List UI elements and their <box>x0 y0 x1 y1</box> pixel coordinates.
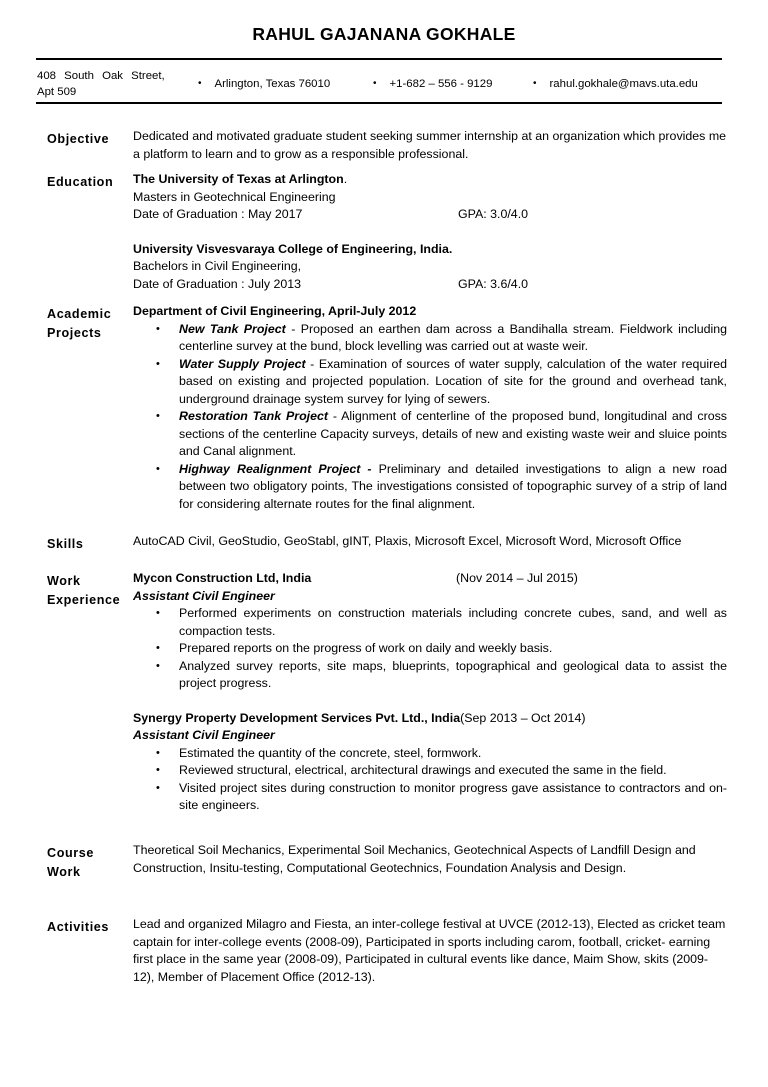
bullet-icon: • <box>156 322 160 335</box>
header-divider-bottom <box>36 102 722 104</box>
school-name: The University of Texas at Arlington <box>133 172 344 186</box>
bullet-icon: • <box>156 746 160 759</box>
education-entry <box>133 241 727 294</box>
project-title: New Tank Project <box>179 321 286 336</box>
header-divider-top <box>36 58 722 60</box>
list-item <box>133 745 727 763</box>
bullet-icon: • <box>156 659 160 672</box>
list-item <box>133 408 727 461</box>
address-line-1: 408 South Oak Street, <box>37 70 165 82</box>
degree: Masters in Geotechnical Engineering <box>133 189 336 204</box>
gpa: GPA: 3.6/4.0 <box>458 276 529 291</box>
email-text[interactable]: rahul.gokhale@mavs.uta.edu <box>549 78 698 90</box>
work-label <box>47 572 120 610</box>
activities-label: Activities <box>47 920 109 934</box>
bullet-icon: • <box>156 462 160 475</box>
bullet-icon: • <box>373 78 377 89</box>
coursework-text: Theoretical Soil Mechanics, Experimental Soil Mechanics, Geotechnical Aspects of Landfill Design and Construction, Insitu-testing, Computational Geotechnics, Foundation Analysis and Design. <box>133 843 696 875</box>
list-item <box>133 321 727 356</box>
objective-text: Dedicated and motivated graduate student seeking summer internship at an organization which provides me a platform to learn and to grow as a responsible professional. <box>133 129 727 161</box>
candidate-name: RAHUL GAJANANA GOKHALE <box>252 24 516 44</box>
gpa: GPA: 3.0/4.0 <box>458 207 529 221</box>
skills-text: AutoCAD Civil, GeoStudio, GeoStabl, gINT, Plaxis, Microsoft Excel, Microsoft Word, Microsoft Office <box>133 534 682 548</box>
project-title: Highway Realignment Project - <box>179 461 372 476</box>
school-suffix: . <box>343 172 348 186</box>
projects-label <box>47 305 111 343</box>
bullet-icon: • <box>156 642 160 654</box>
projects-label-line-1: Academic <box>47 307 112 321</box>
job-duties <box>133 605 727 693</box>
coursework-section <box>133 842 727 877</box>
bullet-icon: • <box>533 78 537 89</box>
list-item <box>133 356 727 409</box>
skills-label: Skills <box>47 537 84 551</box>
duty-text: Prepared reports on the progress of work on daily and weekly basis. <box>179 641 553 655</box>
list-item <box>133 605 727 640</box>
education-section <box>133 171 727 293</box>
street-address <box>37 68 177 100</box>
duty-text: Performed experiments on construction materials including concrete cubes, sand, and well as compaction tests. <box>179 606 727 638</box>
contact-city <box>198 78 330 90</box>
company-name: Mycon Construction Ltd, India <box>133 571 312 585</box>
project-description: - Proposed an earthen dam across a Bandihalla stream. Fieldwork including centerline survey at the bund, block levelling was carried out at waste weir. <box>179 321 728 353</box>
bullet-icon: • <box>156 781 160 794</box>
activities-section <box>133 916 727 986</box>
list-item <box>133 640 727 658</box>
bullet-icon: • <box>156 607 160 619</box>
objective-section <box>133 128 727 163</box>
coursework-label <box>47 844 94 882</box>
job-role: Assistant Civil Engineer <box>133 728 275 742</box>
job-entry <box>133 710 727 815</box>
job-role: Assistant Civil Engineer <box>133 588 275 603</box>
graduation-date: Date of Graduation : May 2017 <box>133 207 303 221</box>
activities-text: Lead and organized Milagro and Fiesta, an inter-college festival at UVCE (2012-13), Elected as cricket team captain for inter-college events (2008-09), Participated in sports including carom, football, cricket- earning first place in the same year (2008-09), Participated in cultural events like dance, Maim Show, skits (2009-12), Member of Placement Office (2012-13). <box>133 917 726 984</box>
projects-heading: Department of Civil Engineering, April-July 2012 <box>133 304 417 318</box>
bullet-icon: • <box>156 410 160 422</box>
education-label: Education <box>47 175 114 189</box>
project-description: Preliminary and detailed investigations to align a new road between two obligatory points, The investigations consisted of topographic survey of a strip of land for considering alternate routes for the final alignment. <box>179 461 727 511</box>
work-label-line-1: Work <box>47 574 81 588</box>
education-entry <box>133 171 727 224</box>
job-entry <box>133 570 727 693</box>
projects-section <box>133 303 727 513</box>
phone-text: +1-682 – 556 - 9129 <box>389 78 493 90</box>
objective-label: Objective <box>47 132 110 146</box>
city-text: Arlington, Texas 76010 <box>214 78 331 90</box>
bullet-icon: • <box>156 357 160 370</box>
projects-label-line-2: Projects <box>47 326 102 340</box>
duty-text: Visited project sites during construction to monitor progress gave assistance to contractors and on-site engineers. <box>179 780 727 812</box>
project-title: Water Supply Project <box>179 356 306 371</box>
contact-phone <box>373 78 492 90</box>
project-description: - Alignment of centerline of the proposed bund, longitudinal and cross sections of the centerline Capacity surveys, details of new and existing waste weir and sluice points and Canal alignment. <box>179 409 727 458</box>
skills-section <box>133 533 727 551</box>
project-description: - Examination of sources of water supply, calculation of the water required based on existing and projected population. Location of site for the ground and overhead tank, underground drainage system survey for lying of sewers. <box>179 356 727 406</box>
bullet-icon: • <box>198 78 202 89</box>
degree: Bachelors in Civil Engineering, <box>133 259 302 273</box>
graduation-date: Date of Graduation : July 2013 <box>133 276 302 291</box>
address-line-2: Apt 509 <box>37 86 77 98</box>
coursework-label-line-2: Work <box>47 865 81 879</box>
list-item <box>133 461 727 514</box>
coursework-label-line-1: Course <box>47 846 94 860</box>
duty-text: Analyzed survey reports, site maps, blueprints, topographical and geological data to assist the project progress. <box>179 658 727 690</box>
list-item <box>133 762 727 780</box>
projects-list <box>133 321 727 514</box>
job-dates: (Sep 2013 – Oct 2014) <box>460 710 586 725</box>
job-dates: (Nov 2014 – Jul 2015) <box>456 571 578 585</box>
contact-email <box>533 78 698 90</box>
duty-text: Reviewed structural, electrical, architectural drawings and executed the same in the field. <box>179 763 667 777</box>
job-duties <box>133 745 727 815</box>
work-section <box>133 570 727 815</box>
work-label-line-2: Experience <box>47 593 121 607</box>
duty-text: Estimated the quantity of the concrete, steel, formwork. <box>179 745 482 760</box>
list-item <box>133 780 727 815</box>
company-name: Synergy Property Development Services Pvt. Ltd., India <box>133 710 461 725</box>
list-item <box>133 658 727 693</box>
bullet-icon: • <box>156 764 160 776</box>
school-name: University Visvesvaraya College of Engineering, India. <box>133 241 453 256</box>
project-title: Restoration Tank Project <box>179 409 328 423</box>
